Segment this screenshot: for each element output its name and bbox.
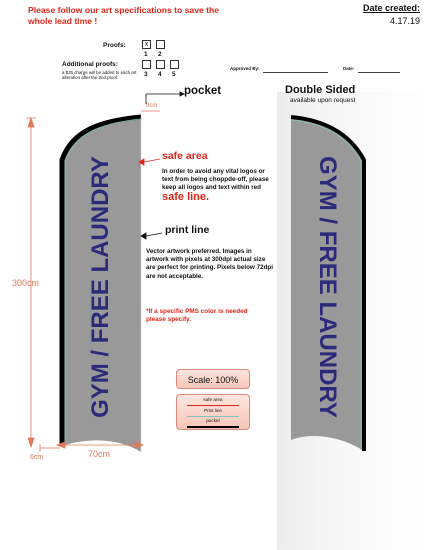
base-dimension-label: 6cm: [30, 454, 44, 461]
proof-number-4: 4: [158, 71, 162, 78]
line-legend: [176, 394, 250, 430]
width-dimension-label: 70cm: [88, 449, 111, 459]
legend-pocket-label: pocket: [206, 418, 220, 423]
legend-print-line-label: Print line: [204, 408, 222, 413]
print-line-arrow: [141, 233, 162, 239]
proof-number-2: 2: [158, 51, 162, 58]
proof-1-check-mark: x: [144, 41, 149, 48]
charge-note: a $25 charge will be added to each art alteration after the 2nd proof.: [62, 70, 137, 80]
left-flag-text: GYM / FREE LAUNDRY: [87, 156, 114, 418]
safe-line-label: safe line: [162, 190, 207, 203]
right-flag-text: GYM / FREE LAUNDRY: [314, 156, 341, 418]
approved-by-label: Approved By:: [230, 66, 260, 71]
proofs-label: Proofs:: [103, 42, 126, 49]
safe-area-arrow: [139, 159, 160, 165]
pocket-arrow: [146, 92, 184, 104]
double-sided-note: available upon request: [290, 97, 356, 104]
pocket-dimension: 9cm: [146, 103, 158, 109]
pocket-heading: pocket: [184, 85, 222, 97]
legend-print-line-swatch: [187, 416, 239, 417]
safe-line-period: .: [206, 190, 210, 203]
date-value: 4.17.19: [389, 16, 420, 26]
double-sided-heading: Double Sided: [285, 84, 356, 96]
legend-safe-area-swatch: [187, 405, 239, 406]
date-title: Date created:: [362, 3, 420, 13]
proof-number-5: 5: [172, 71, 176, 78]
scale-indicator: Scale: 100%: [176, 369, 250, 389]
pms-note: *If a specific PMS color is needed please specify.: [146, 308, 248, 323]
approval-date-label: Date:: [343, 66, 355, 71]
legend-safe-area-label: safe area: [203, 397, 223, 402]
print-line-text: Vector artwork preferred. Images in artwork with pixels at 300dpi actual size are perfect for printing. Pixels below 72dpi are not acceptable.: [146, 248, 274, 280]
instructions-text: Please follow our art specifications to save the whole lead time !: [28, 5, 220, 26]
additional-proofs-label: Additional proofs:: [62, 61, 118, 68]
safe-area-text: [162, 168, 274, 203]
height-dimension-label: 300cm: [12, 278, 40, 288]
safe-area-heading: safe area: [162, 150, 208, 162]
print-line-heading: print line: [165, 224, 210, 236]
proof-number-3: 3: [144, 71, 148, 78]
safe-area-body: In order to avoid any vital logos or text from being choppde-off, please keep all logos and text within red: [162, 168, 269, 192]
proof-number-1: 1: [144, 51, 148, 58]
legend-pocket-swatch: [187, 426, 239, 428]
